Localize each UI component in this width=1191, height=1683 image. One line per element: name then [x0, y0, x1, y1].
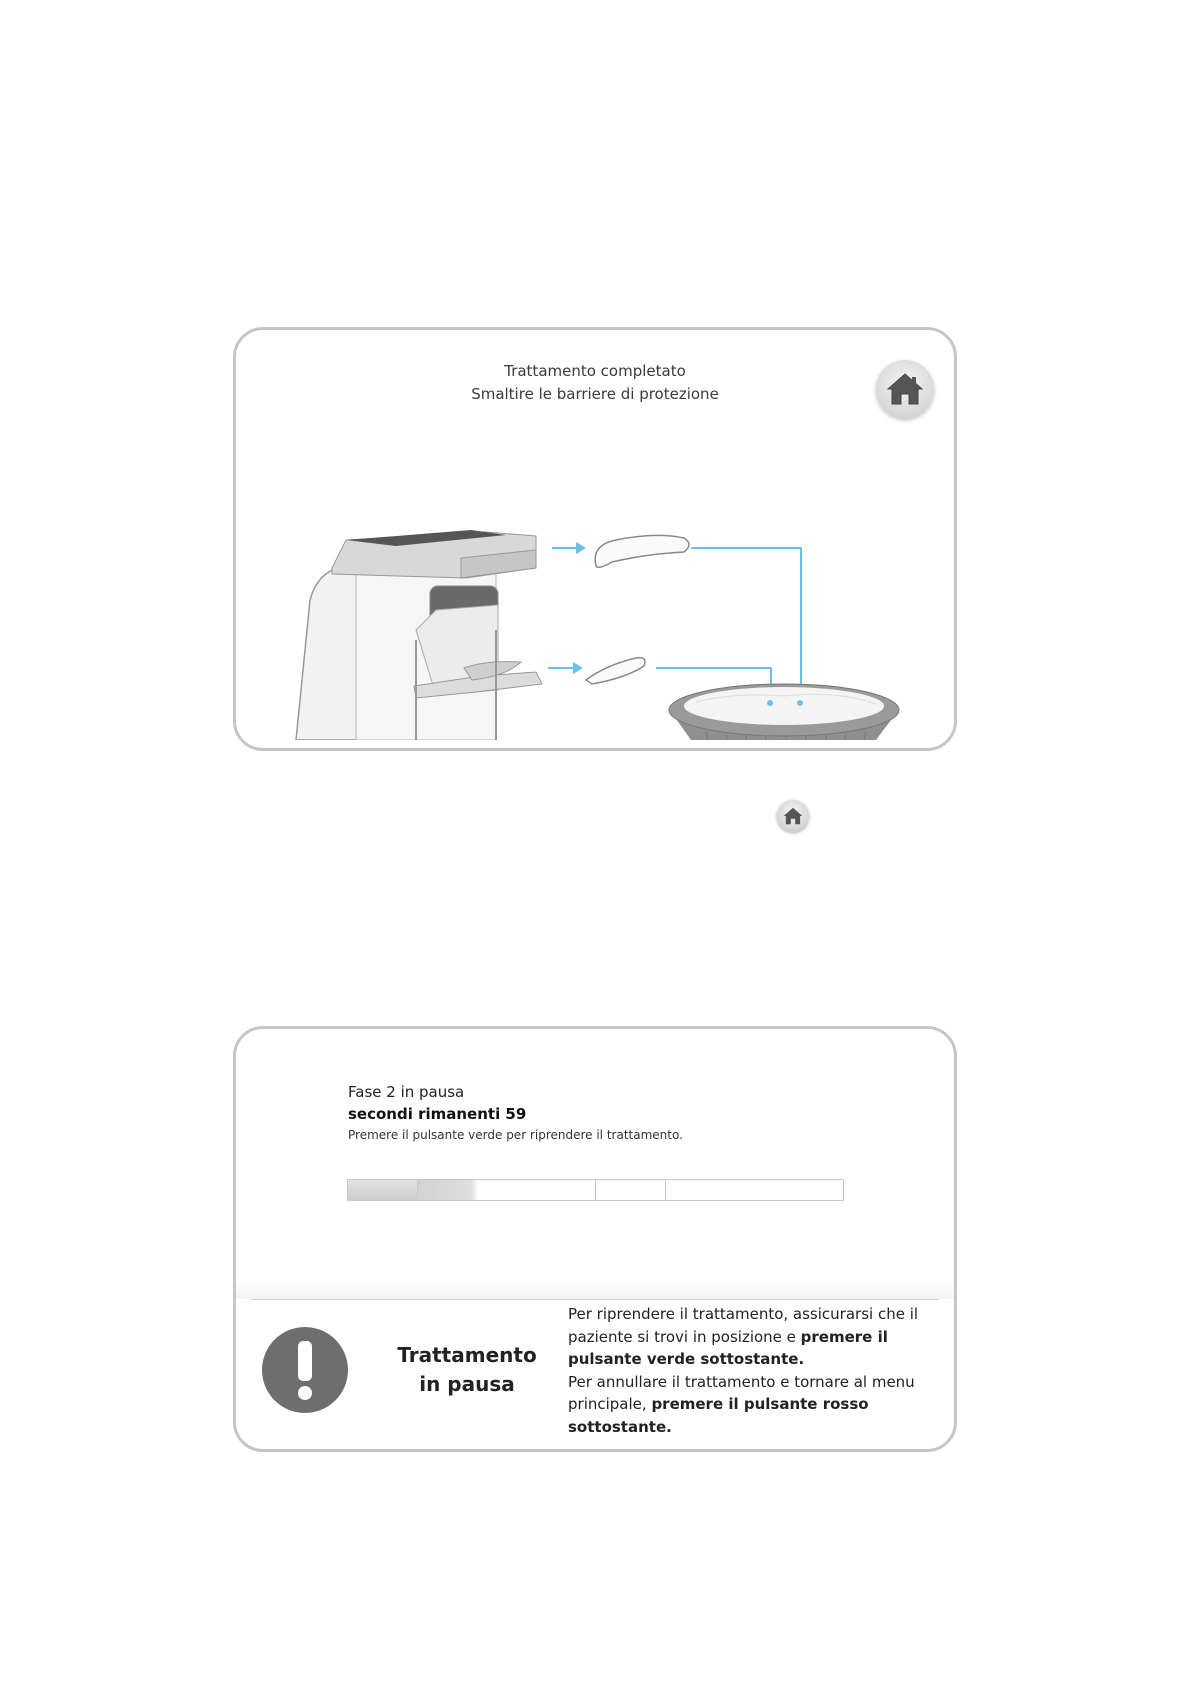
home-button[interactable]	[876, 360, 934, 418]
home-icon	[782, 806, 804, 826]
title-line-1: Trattamento completato	[504, 362, 686, 380]
title-line-2: Smaltire le barriere di protezione	[471, 385, 719, 403]
progress-segment	[666, 1180, 843, 1200]
flow-arrows	[548, 543, 801, 702]
alert-badge	[262, 1327, 348, 1413]
alert-title: Trattamento in pausa	[397, 1343, 537, 1396]
instructions-cancel-action: premere il pulsante rosso sottostante.	[568, 1395, 869, 1436]
phase-status: Fase 2 in pausa	[348, 1083, 465, 1101]
treatment-completed-screen	[233, 327, 957, 751]
progress-segment	[348, 1180, 418, 1200]
progress-segment	[418, 1180, 596, 1200]
home-icon	[885, 371, 925, 407]
resume-hint: Premere il pulsante verde per riprendere il trattamento.	[348, 1128, 683, 1142]
upper-barrier	[595, 535, 689, 567]
progress-segment	[596, 1180, 666, 1200]
status-block	[348, 1081, 683, 1145]
seconds-remaining: secondi rimanenti 59	[348, 1105, 527, 1123]
instructions-resume-action: premere il pulsante verde sottostante.	[568, 1327, 888, 1368]
progress-bar	[347, 1179, 844, 1201]
exclamation-icon	[290, 1337, 320, 1403]
instructions-text	[568, 1303, 928, 1438]
device-illustration	[296, 530, 542, 740]
treatment-paused-screen	[233, 1026, 957, 1452]
instructions-cancel: Per annullare il trattamento e tornare al menu principale,	[568, 1372, 915, 1413]
screen-title	[236, 360, 954, 406]
instructions-resume: Per riprendere il trattamento, assicurarsi che il paziente si trovi in posizione e	[568, 1305, 919, 1346]
divider	[251, 1299, 939, 1300]
home-icon-reference	[777, 800, 809, 832]
waste-bin-illustration	[669, 684, 899, 740]
barrier-disposal-illustration	[236, 440, 954, 740]
lower-barrier	[586, 658, 645, 684]
